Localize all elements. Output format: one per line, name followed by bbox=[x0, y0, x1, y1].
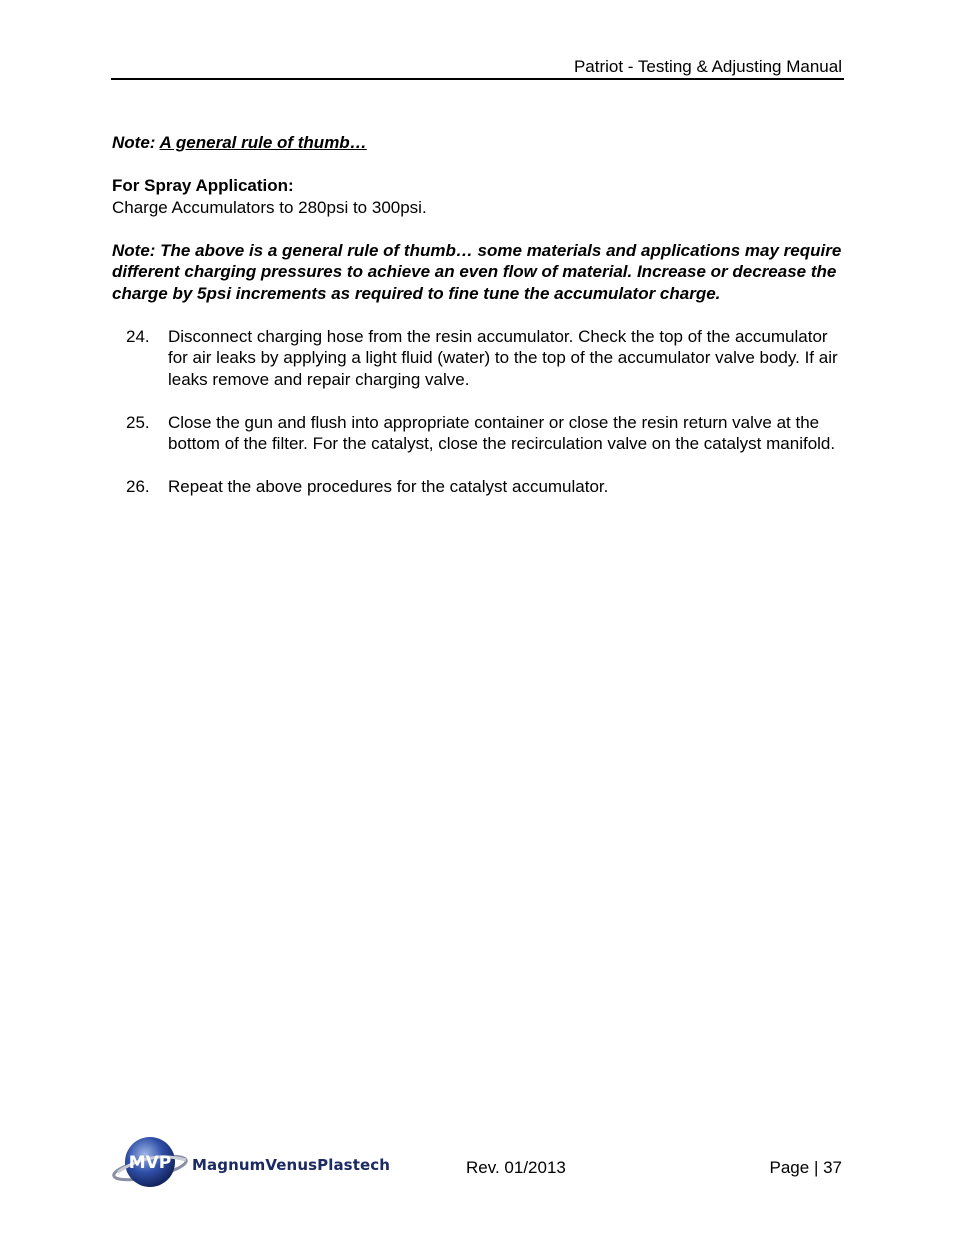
note-rule-text: A general rule of thumb… bbox=[159, 133, 367, 152]
step-text: Repeat the above procedures for the catalyst accumulator. bbox=[168, 477, 609, 496]
step-number: 25. bbox=[126, 412, 150, 432]
list-item bbox=[112, 326, 842, 391]
note-main: Note: The above is a general rule of thumb… some materials and applications may require different charging pressures to achieve an even flow of material. Increase or decrease the charge by 5psi increments as required to fine tune the accumulator charge. bbox=[112, 240, 842, 303]
company-logo bbox=[112, 1132, 392, 1192]
list-item bbox=[112, 412, 842, 455]
header-title: Patriot - Testing & Adjusting Manual bbox=[573, 57, 842, 76]
spray-text: Charge Accumulators to 280psi to 300psi. bbox=[112, 197, 427, 217]
note-rule-of-thumb bbox=[112, 132, 842, 154]
mvp-logo-icon bbox=[112, 1132, 192, 1192]
revision-label: Rev. 01/2013 bbox=[466, 1158, 566, 1177]
step-number: 26. bbox=[126, 477, 150, 496]
list-item bbox=[112, 476, 842, 498]
spray-heading: For Spray Application: bbox=[112, 176, 294, 195]
note-prefix: Note: bbox=[112, 133, 160, 152]
logo-text: MagnumVenusPlastech bbox=[192, 1156, 391, 1174]
page-content bbox=[112, 132, 842, 519]
step-text: Close the gun and flush into appropriate container or close the resin return valve at the bottom of the filter. For the catalyst, close the recirculation valve on the catalyst manifold. bbox=[168, 412, 836, 453]
logo-badge: MVP bbox=[128, 1153, 172, 1173]
step-number: 24. bbox=[126, 326, 150, 346]
step-list bbox=[112, 326, 842, 498]
page-number: Page | 37 bbox=[769, 1158, 842, 1177]
header-rule bbox=[111, 78, 844, 80]
step-text: Disconnect charging hose from the resin accumulator. Check the top of the accumulator for air leaks by applying a light fluid (water) to the top of the accumulator valve body. If air leaks remove and repair charging valve. bbox=[168, 326, 838, 389]
